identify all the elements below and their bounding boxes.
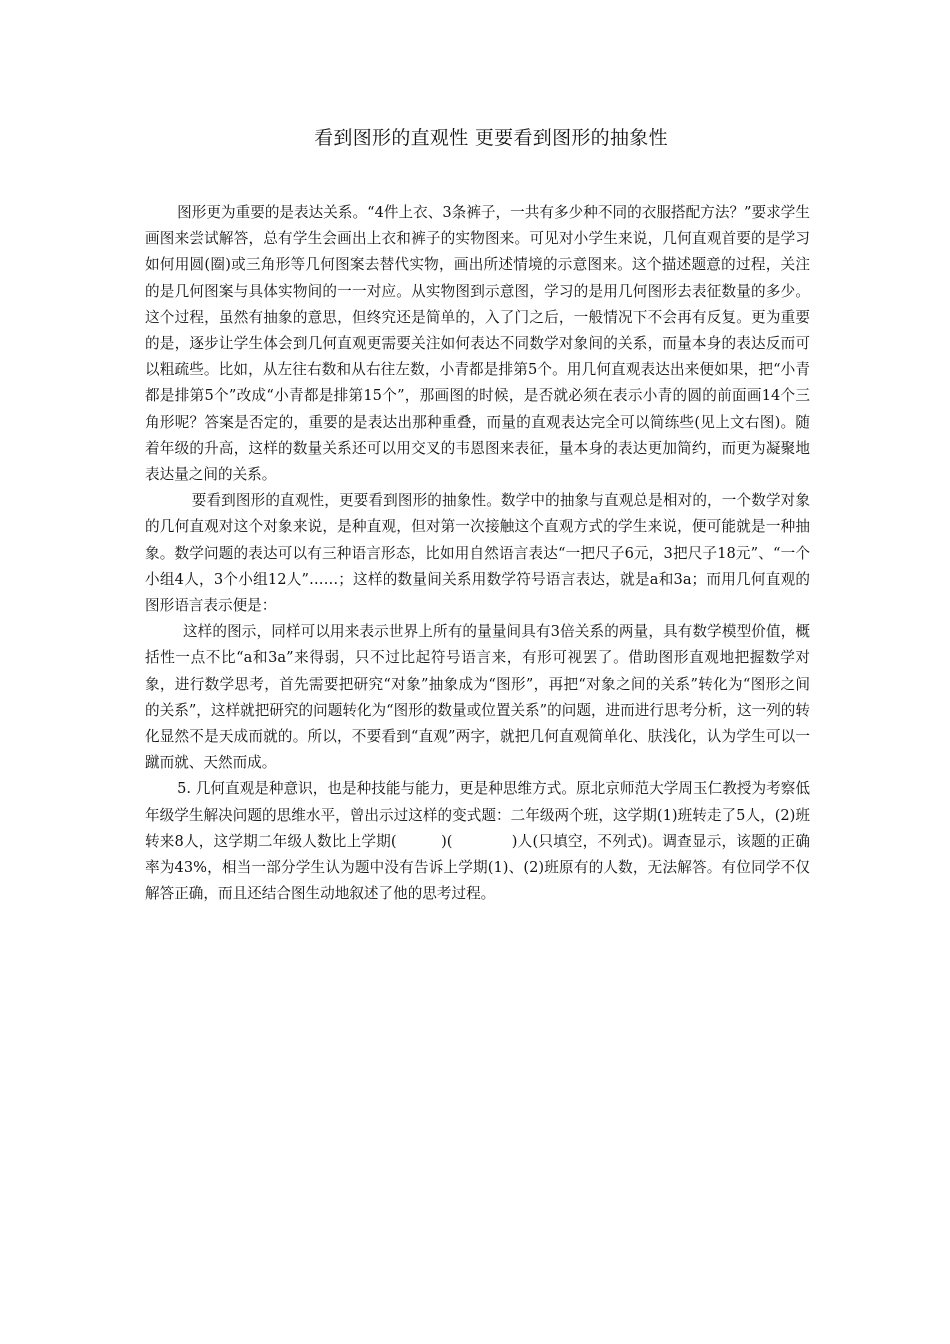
paragraph-3: 这样的图示，同样可以用来表示世界上所有的量量间具有3倍关系的两量，具有数学模型价值，概括性一点不比“a和3a”来得弱，只不过比起符号语言来，有形可视罢了。借助图形直观地把握数学对象，进行数学思考，首先需要把研究“对象”抽象成为“图形”，再把“对象之间的关系”转化为“图形之间的关系”，这样就把研究的问题转化为“图形的数量或位置关系”的问题，进而进行思考分析，这一列的转化显然不是天成而就的。所以，不要看到“直观”两字，就把几何直观简单化、肤浅化，认为学生可以一蹴而就、天然而成。 xyxy=(145,623,810,772)
document-body xyxy=(145,200,810,907)
paragraph-2: 要看到图形的直观性，更要看到图形的抽象性。数学中的抽象与直观总是相对的，一个数学对象的几何直观对这个对象来说，是种直观，但对第一次接触这个直观方式的学生来说，便可能就是一种抽象。数学问题的表达可以有三种语言形态，比如用自然语言表达“一把尺子6元，3把尺子18元”、“一个小组4人，3个小组12人”……；这样的数量间关系用数学符号语言表达，就是a和3a；而用几何直观的图形语言表示便是： xyxy=(145,492,810,615)
paragraph-4: 5. 几何直观是种意识，也是种技能与能力，更是种思维方式。原北京师范大学周玉仁教授为考察低年级学生解决问题的思维水平，曾出示过这样的变式题：二年级两个班，这学期(1)班转走了5人，(2)班转来8人，这学期二年级人数比上学期( )( )人(只填空，不列式)。调查显示，该题的正确率为43%，相当一部分学生认为题中没有告诉上学期(1)、(2)班原有的人数，无法解答。有位同学不仅解答正确，而且还结合图生动地叙述了他的思考过程。 xyxy=(145,780,810,903)
document-title: 看到图形的直观性 更要看到图形的抽象性 xyxy=(314,127,668,149)
paragraph-1: 图形更为重要的是表达关系。“4件上衣、3条裤子，一共有多少种不同的衣服搭配方法？”要求学生画图来尝试解答，总有学生会画出上衣和裤子的实物图来。可见对小学生来说，几何直观首要的是学习如何用圆(圈)或三角形等几何图案去替代实物，画出所述情境的示意图来。这个描述题意的过程，关注的是几何图案与具体实物间的一一对应。从实物图到示意图，学习的是用几何图形去表征数量的多少。这个过程，虽然有抽象的意思，但终究还是简单的，入了门之后，一般情况下不会再有反复。更为重要的是，逐步让学生体会到几何直观更需要关注如何表达不同数学对象间的关系，而量本身的表达反而可以粗疏些。比如，从左往右数和从右往左数，小青都是排第5个。用几何直观表达出来便如果，把“小青都是排第5个”改成“小青都是排第15个”，那画图的时候，是否就必须在表示小青的圆的前面画14个三角形呢？答案是否定的，重要的是表达出那种重叠，而量的直观表达完全可以简练些(见上文右图)。随着年级的升高，这样的数量关系还可以用交叉的韦恩图来表征，量本身的表达更加简约，而更为凝聚地表达量之间的关系。 xyxy=(145,204,810,484)
